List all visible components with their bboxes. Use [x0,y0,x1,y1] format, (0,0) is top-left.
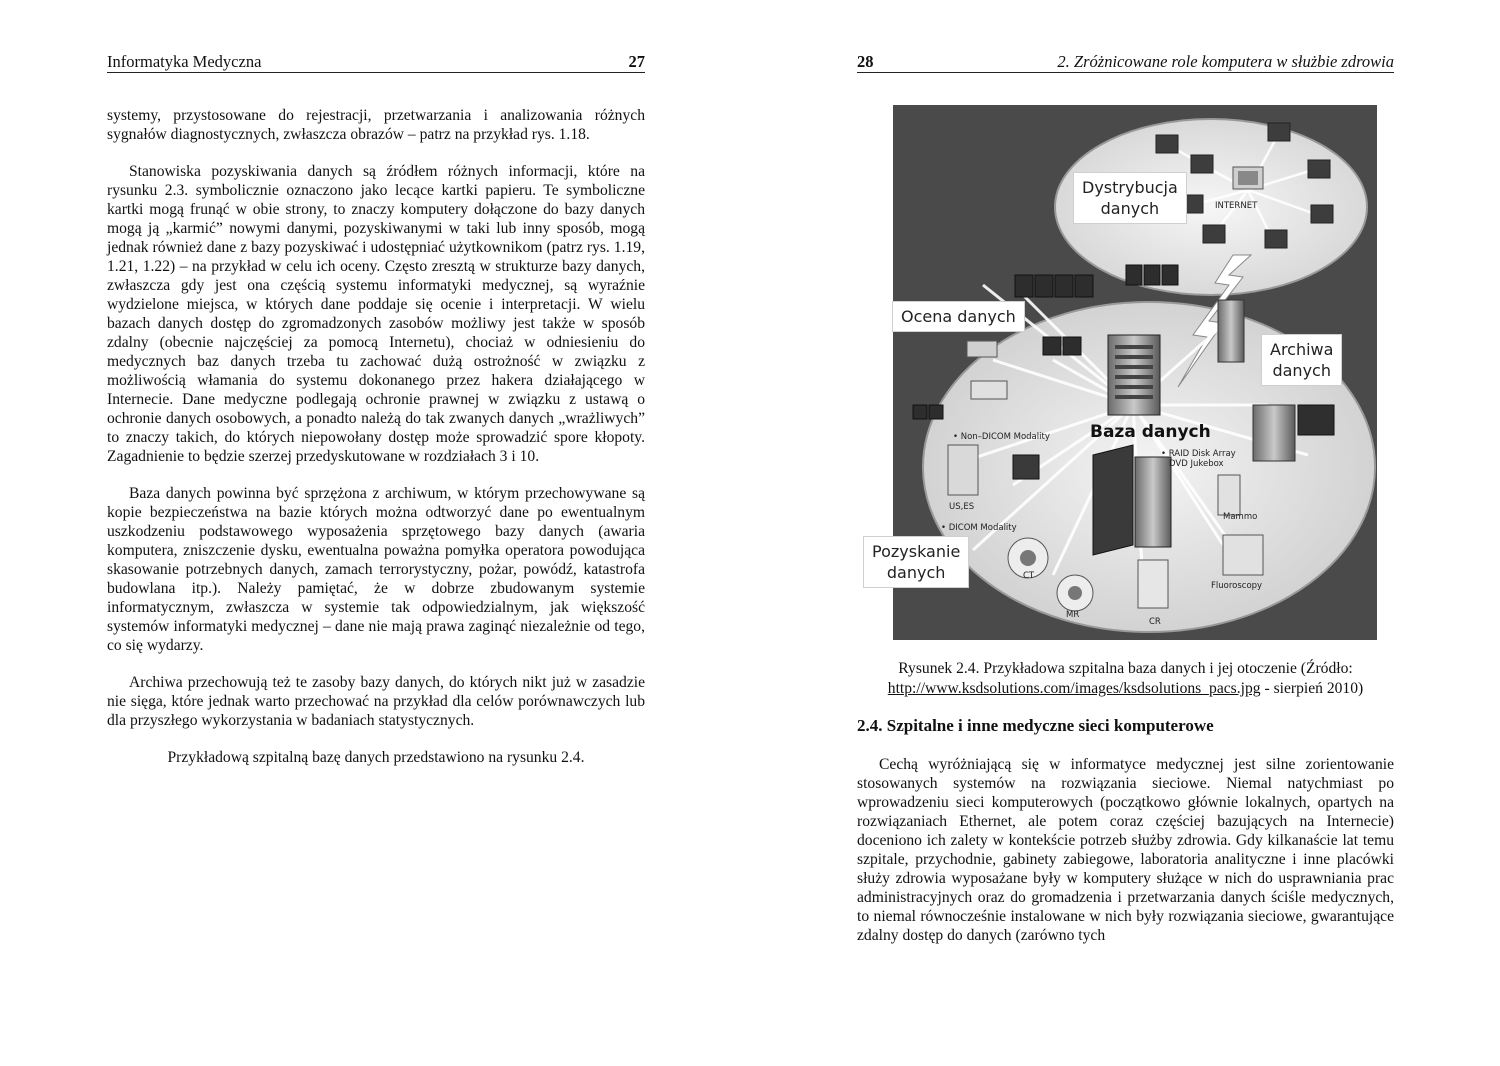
label-uses: US,ES [949,502,975,512]
left-body-text [107,106,645,785]
cr-reader-icon [1138,560,1168,608]
figure-caption [857,659,1394,699]
label-non-dicom: • Non–DICOM Modality [953,432,1050,442]
right-header-title: 2. Zróżnicowane role komputera w służbie zdrowia [1057,52,1394,71]
label-dvd: DVD Jukebox [1169,459,1224,469]
ultrasound-icon [948,445,978,495]
left-running-head [107,52,645,73]
left-header-title: Informatyka Medyczna [107,52,262,71]
section-heading: 2.4. Szpitalne i inne medyczne sieci komputerowe [857,716,1214,735]
label-acquisition: Pozyskanie danych [863,536,969,588]
left-page [107,0,645,1066]
jukebox-icon [1253,405,1295,461]
caption-line-2 [857,679,1394,699]
raid-rack-icon [1093,445,1133,555]
paragraph: Przykładową szpitalną bazę danych przedstawiono na rysunku 2.4. [167,749,585,766]
label-mammo: Mammo [1223,512,1258,522]
paragraph: Stanowiska pozyskiwania danych są źródłem różnych informacji, które na rysunku 2.3. symbolicznie oznaczono jako lecące kartki papieru. Te symboliczne kartki mogą frunąć w obie strony, to znaczy komputery dołączone do bazy danych mogą ją „karmić” nowymi danymi, pozyskiwanymi w taki lub inny sposób, mogą jednak również dane z bazy pozyskiwać i udostępniać użytkownikom (patrz rys. 1.19, 1.21, 1.22) – na przykład w celu ich oceny. Często zresztą w strukturze bazy danych, zwłaszcza gdy jest ona częścią systemu informatyki medycznej, są wyraźnie wydzielone miejsca, w których dane poddaje się ocenie i interpretacji. W wielu bazach danych dostęp do zgromadzonych zasobów możliwy jest także w sposób zdalny (obecnie najczęściej za pomocą Internetu), chociaż w odniesieniu do medycznych baz danych trzeba tu zachować dużą ostrożność w związku z możliwością włamania do systemu dokonanego przez hakera działającego w Internecie. Dane medyczne podlegają ochronie prawnej w związku z ustawą o ochronie danych osobowych, a ponadto należą do tak zwanych danych „wrażliwych” to znaczy takich, do których niepowołany dostęp może sprowadzić spore kłopoty. Zagadnienie to będzie szerzej przedyskutowane w rozdziałach 3 i 10. [107,163,645,465]
paragraph: Baza danych powinna być sprzężona z archiwum, w którym przechowywane są kopie bezpieczeństwa na bazie których można odtworzyć dane po ewentualnym uszkodzeniu podstawowego wyposażenia sprzętowego bazy danych (awaria komputera, zniszczenie dysku, ewentualna poważna pomyłka operatora powodująca skasowanie potrzebnych danych, zamach terrorystyczny, pożar, powódź, katastrofa budowlana itp.). Należy pamiętać, że w dobrze zbudowanym systemie informatycznym, zwłaszcza w systemie tak odpowiedzialnym, jak większość systemów informatyki medycznej – dane nie mają prawa zaginąć niezależnie od tego, co się wydarzy. [107,485,645,654]
mammo-icon [1218,475,1240,515]
label-database: Baza danych [1090,422,1211,442]
right-body-text [857,755,1394,963]
paragraph: Cechą wyróżniającą się w informatyce medycznej jest silne zorientowanie stosowanych systemów na rozwiązania sieciowe. Niemal natychmiast po wprowadzeniu sieci komputerowych (początkowo głównie lokalnych, opartych na rozwiązaniach Ethernet, ale potem coraz częściej bazujących na Internecie) doceniono ich zalety w kontekście potrzeb służby zdrowia. Gdy kilkanaście lat temu szpitale, przychodnie, gabinety zabiegowe, laboratoria analityczne i inne placówki służy zdrowia wyposażane były w komputery służące w nich do usprawniania prac administracyjnych oraz do gromadzenia i przetwarzania danych ściśle medycznych, to niemal równocześnie instalowane w nich były rozwiązania sieciowe, gwarantujące zdalny dostęp do danych (zarówno tych [857,756,1394,944]
label-mr: MR [1066,610,1080,620]
label-raid: • RAID Disk Array [1161,449,1236,459]
right-page [857,0,1394,1066]
label-archive: Archiwa danych [1261,334,1342,386]
caption-text: Rysunek 2.4. Przykładowa szpitalna baza danych i jej otoczenie (Źródło: [898,660,1353,677]
label-dicom: • DICOM Modality [941,523,1017,533]
fluoroscopy-icon [1223,535,1263,575]
label-evaluation: Ocena danych [892,301,1025,332]
archive-server-icon [1218,300,1244,362]
pacs-figure [872,105,1377,640]
caption-suffix: - sierpień 2010) [1260,680,1364,697]
label-ct: CT [1023,571,1035,581]
printer-icon [967,341,997,357]
caption-link[interactable]: http://www.ksdsolutions.com/images/ksdsolutions_pacs.jpg [887,680,1261,697]
label-fluoroscopy: Fluoroscopy [1211,581,1263,591]
left-page-number: 27 [628,52,645,71]
paragraph: Archiwa przechowują też te zasoby bazy danych, do których nikt już w zasadzie nie sięga, które jednak warto przechować na przykład dla celów porównawczych lub dla przyszłego wykorzystania w badaniach statystycznych. [107,674,645,729]
right-page-number: 28 [857,52,874,71]
label-distribution: Dystrybucja danych [1073,172,1187,224]
right-running-head [857,52,1394,73]
paragraph: systemy, przystosowane do rejestracji, przetwarzania i analizowania różnych sygnałów diagnostycznych, zwłaszcza obrazów – patrz na przykład rys. 1.18. [107,107,645,143]
label-internet: INTERNET [1215,201,1258,211]
label-cr: CR [1149,617,1161,627]
